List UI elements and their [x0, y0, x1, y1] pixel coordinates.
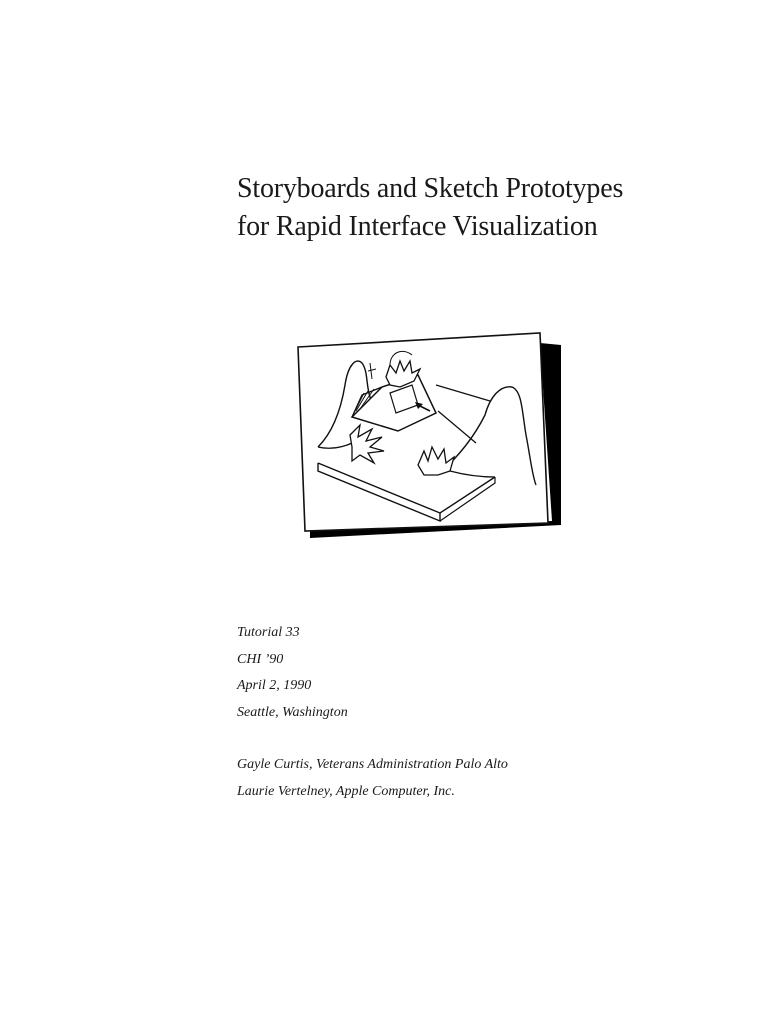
- event-details: [237, 620, 717, 726]
- sketch-illustration: [290, 325, 570, 545]
- page-title: [237, 170, 717, 246]
- title-line-1: Storyboards and Sketch Prototypes: [237, 173, 624, 204]
- author-line: Laurie Vertelney, Apple Computer, Inc.: [237, 783, 455, 799]
- title-line-2: for Rapid Interface Visualization: [237, 211, 598, 242]
- tutorial-number: Tutorial 33: [237, 625, 300, 640]
- hand-drawn-sketch-hands-paper-prototype-icon: [290, 325, 570, 545]
- authors: [237, 752, 717, 805]
- author-line: Gayle Curtis, Veterans Administration Palo Alto: [237, 757, 508, 772]
- event-date: April 2, 1990: [237, 678, 312, 693]
- conference-name: CHI ’90: [237, 651, 284, 667]
- event-location: Seattle, Washington: [237, 704, 348, 720]
